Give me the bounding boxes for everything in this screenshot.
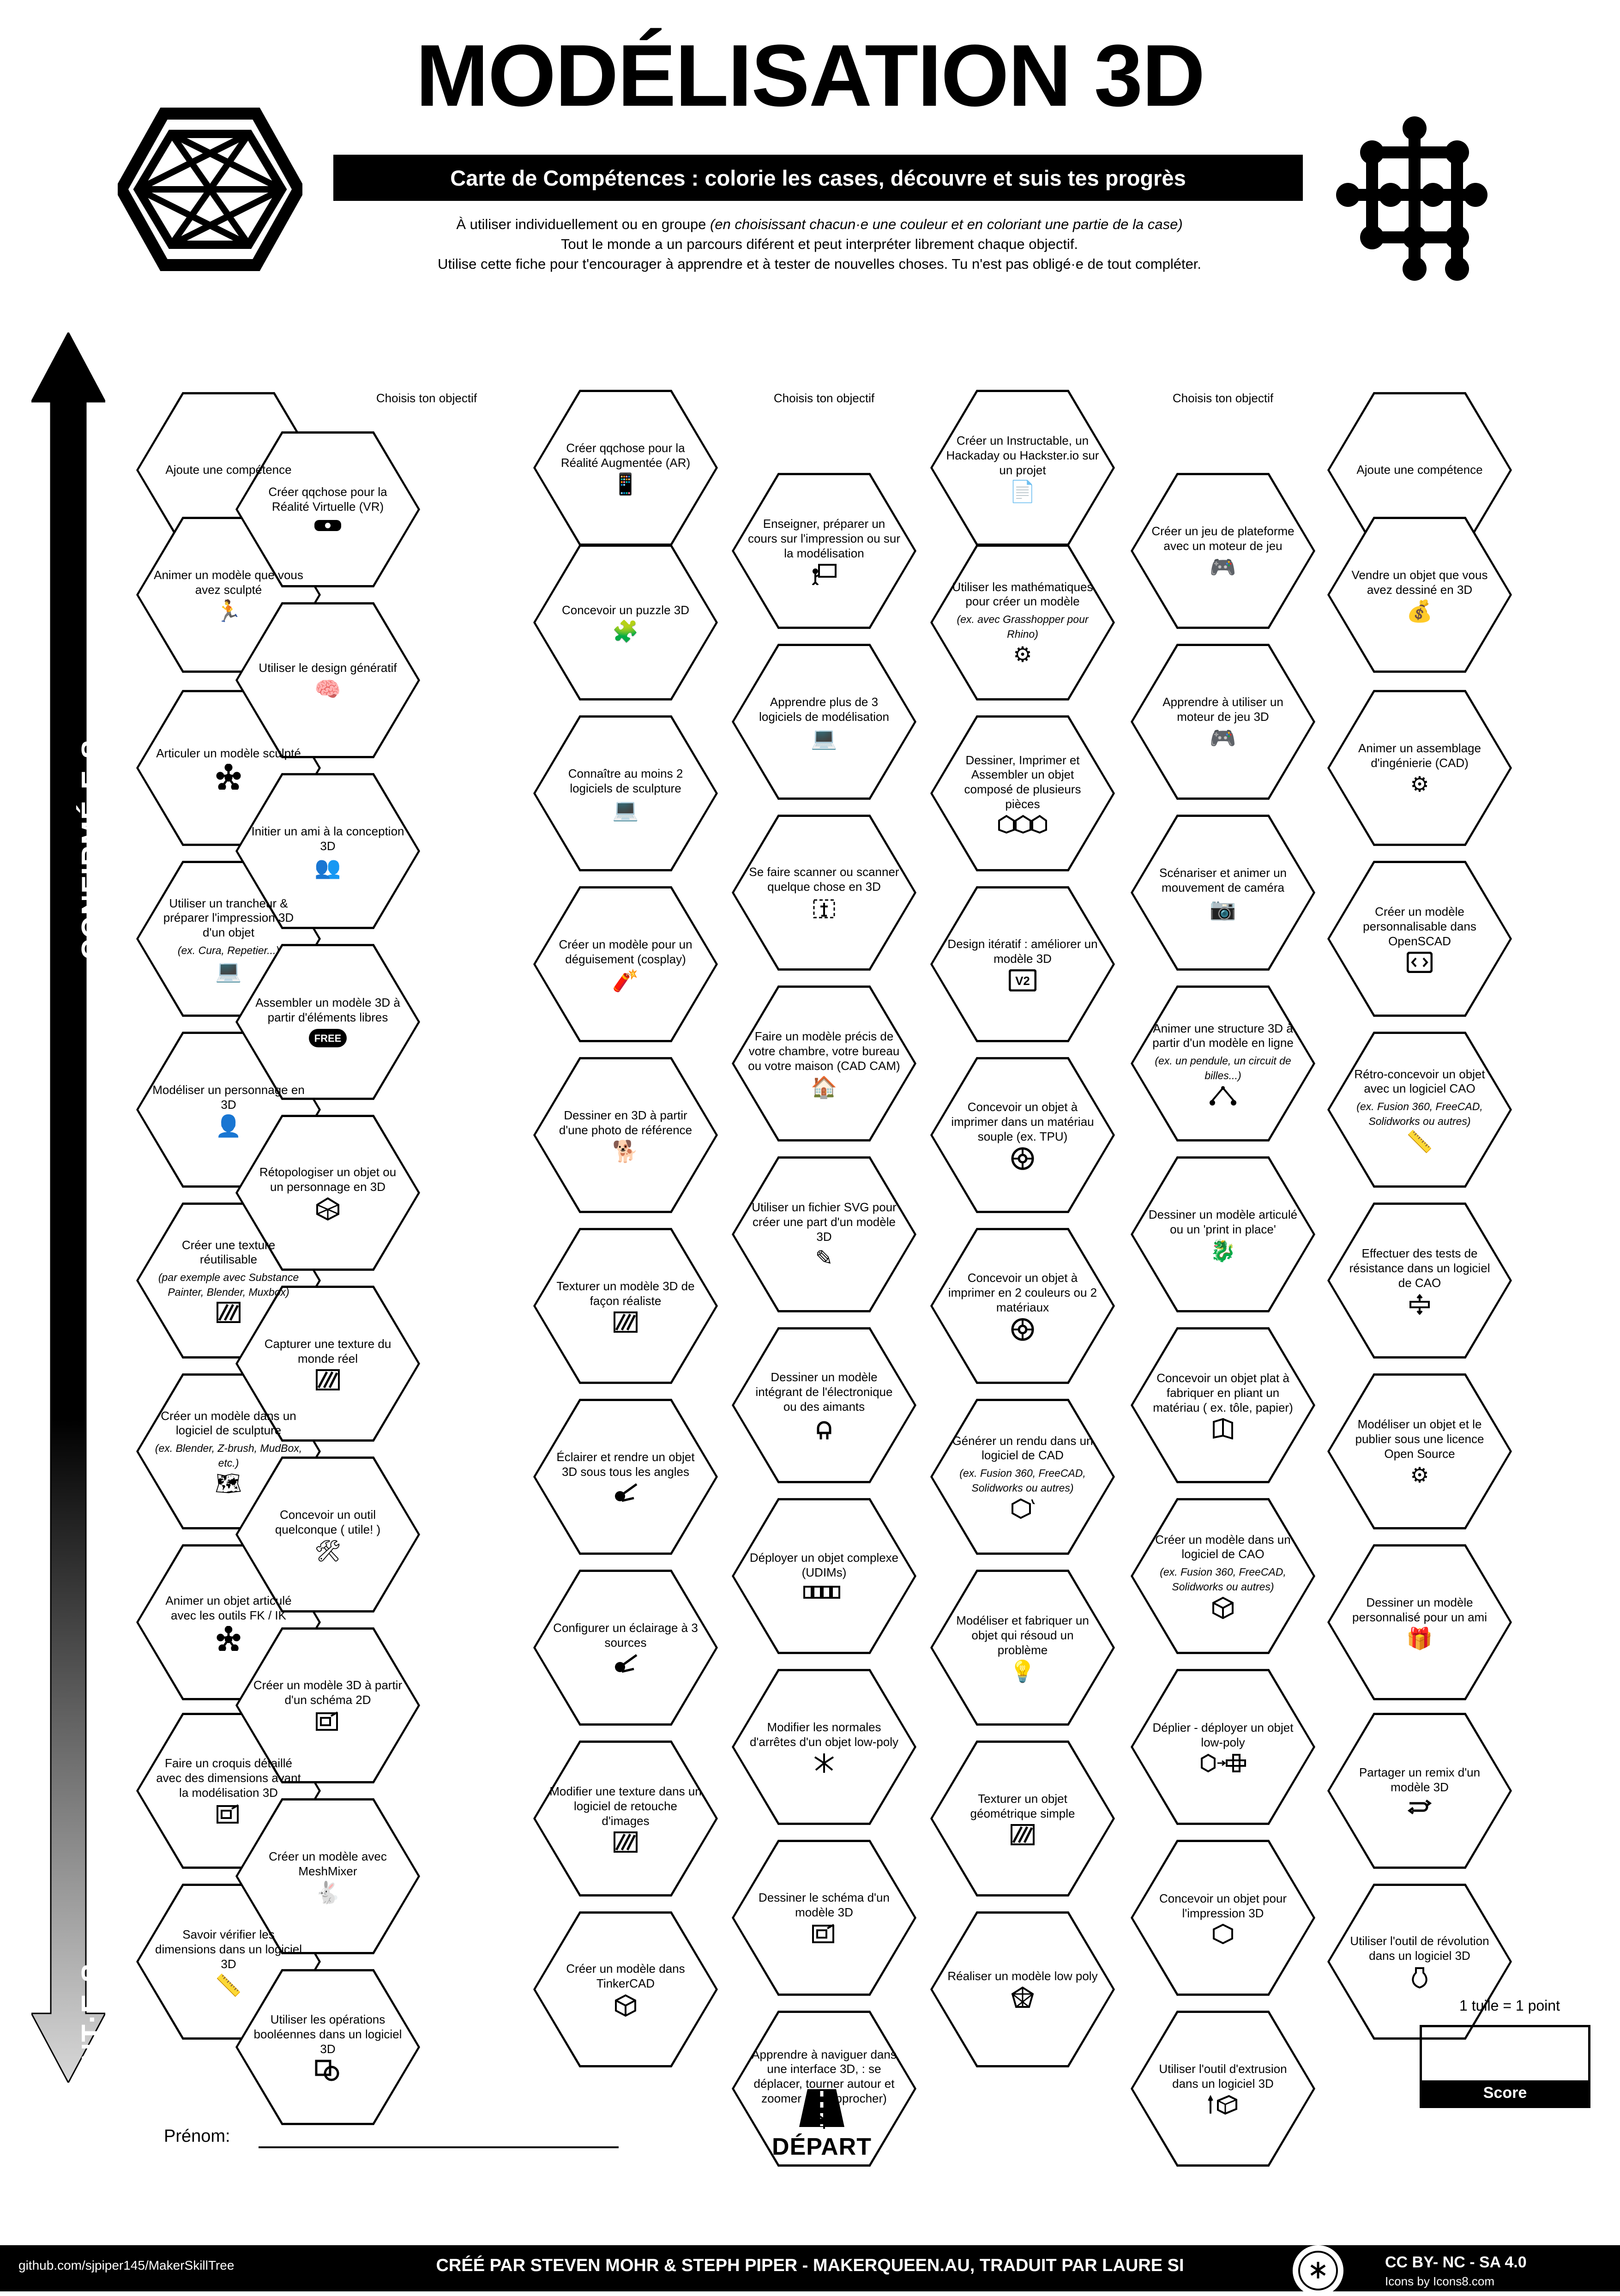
skill-tile[interactable] bbox=[1131, 471, 1315, 631]
axis-navigation-icon bbox=[812, 2109, 836, 2130]
gears-icon: ⚙ bbox=[1410, 772, 1429, 796]
skill-tile[interactable] bbox=[235, 600, 420, 760]
normals-icon bbox=[812, 1752, 836, 1774]
skill-label: Animer un modèle que vous avez sculpté bbox=[154, 568, 303, 597]
skill-label: Rétopologiser un objet ou un personnage en 3D bbox=[259, 1165, 397, 1194]
skill-tile[interactable] bbox=[930, 1739, 1115, 1898]
skill-tile[interactable] bbox=[1327, 1711, 1512, 1871]
skill-label: Concevoir un puzzle 3D bbox=[561, 603, 690, 617]
skill-tile[interactable] bbox=[1131, 1154, 1315, 1314]
skill-label: Éclairer et rendre un objet 3D sous tous les angles bbox=[556, 1450, 695, 1479]
skill-label: Partager un remix d'un modèle 3D bbox=[1359, 1765, 1481, 1794]
pendulum-icon bbox=[1209, 1085, 1237, 1106]
boolean-shapes-icon bbox=[315, 2060, 341, 2082]
skill-tile[interactable] bbox=[1327, 1030, 1512, 1190]
score-label: Score bbox=[1422, 2080, 1588, 2106]
skill-note: (ex. Fusion 360, FreeCAD, Solidworks ou autres) bbox=[1356, 1100, 1483, 1127]
skill-label: Dessiner un modèle personnalisé pour un ami bbox=[1352, 1595, 1487, 1624]
skill-tile[interactable] bbox=[930, 388, 1115, 548]
unfold-icon bbox=[1200, 1753, 1246, 1773]
footer-license: CC BY- NC - SA 4.0 bbox=[1385, 2254, 1527, 2271]
skill-tile[interactable] bbox=[1327, 1882, 1512, 2042]
camera-icon: 📷 bbox=[1210, 896, 1236, 921]
skill-tile[interactable] bbox=[533, 1226, 718, 1386]
skill-label: Dessiner le schéma d'un modèle 3D bbox=[759, 1891, 890, 1919]
skill-label: Apprendre à naviguer dans une interface 3D, : se déplacer, tourner autour et zoomer (se rapprocher) bbox=[752, 2047, 897, 2105]
stress-test-icon bbox=[1407, 1293, 1433, 1315]
skill-tile[interactable] bbox=[1131, 813, 1315, 973]
intro-line-3: Utilise cette fiche pour t'encourager à apprendre et à tester de nouvelles choses. Tu n'est pas obligé·e de tout compléter. bbox=[437, 255, 1202, 272]
skill-tile[interactable] bbox=[930, 1226, 1115, 1386]
skill-tile[interactable] bbox=[732, 642, 916, 802]
skill-label: Faire un croquis détaillé avec des dimensions avant la modélisation 3D bbox=[156, 1756, 301, 1800]
skill-label: Animer une structure 3D à partir d'un modèle en ligne bbox=[1152, 1021, 1294, 1050]
skill-label: Design itératif : améliorer un modèle 3D bbox=[947, 937, 1098, 966]
teaching-icon: 👥 bbox=[314, 855, 341, 879]
house-icon: 🏠 bbox=[811, 1075, 837, 1099]
column-header-2 bbox=[732, 319, 916, 478]
gift-icon: 🎁 bbox=[1406, 1626, 1433, 1650]
skill-tile[interactable] bbox=[732, 1154, 916, 1314]
ruler-icon: 📏 bbox=[215, 1973, 242, 1997]
skill-tile[interactable] bbox=[1327, 515, 1512, 675]
skill-tile[interactable] bbox=[1131, 1325, 1315, 1485]
intro-line-1b: (en choisissant chacun·e une couleur et en coloriant une partie de la case) bbox=[710, 216, 1183, 232]
polygon-sphere-icon bbox=[315, 1197, 340, 1221]
skill-label: Dessiner en 3D à partir d'une photo de référence bbox=[559, 1108, 693, 1137]
skill-tile[interactable] bbox=[732, 1325, 916, 1485]
cube-icon bbox=[1212, 1596, 1234, 1619]
brain-gears-icon: 🧠 bbox=[314, 677, 341, 701]
add-skill-label: Ajoute une compétence bbox=[165, 463, 292, 477]
skill-tile[interactable] bbox=[1327, 1372, 1512, 1531]
page-title: MODÉLISATION 3D bbox=[416, 27, 1204, 125]
skill-label: Concevoir un objet à imprimer dans un matériau souple (ex. TPU) bbox=[951, 1100, 1094, 1143]
skill-label: Déployer un objet complexe (UDIMs) bbox=[749, 1551, 899, 1579]
skill-label: Utiliser le design génératif bbox=[259, 661, 397, 675]
render-cube-icon bbox=[1011, 1498, 1035, 1520]
skill-label: Apprendre plus de 3 logiciels de modélisation bbox=[759, 695, 889, 724]
axis-label-bottom: DÉBUTANT·E·S bbox=[76, 1963, 108, 2187]
skill-label: Apprendre à utiliser un moteur de jeu 3D bbox=[1162, 695, 1283, 724]
character-head-icon: 👤 bbox=[215, 1113, 242, 1138]
skill-tile[interactable] bbox=[1327, 688, 1512, 848]
texture-swatch-icon bbox=[614, 1311, 638, 1333]
skill-label: Générer un rendu dans un logiciel de CAD bbox=[952, 1433, 1093, 1462]
skill-label: Rétro-concevoir un objet avec un logiciel CAO bbox=[1354, 1067, 1485, 1096]
skill-label: Réaliser un modèle low poly bbox=[947, 1969, 1098, 1983]
rigged-figure-icon bbox=[215, 1626, 242, 1651]
folding-icon bbox=[1211, 1418, 1235, 1439]
texture-swatch-icon bbox=[316, 1369, 340, 1390]
skill-label: Créer un modèle dans TinkerCAD bbox=[566, 1962, 685, 1990]
led-icon bbox=[813, 1417, 835, 1440]
code-icon bbox=[1407, 952, 1433, 973]
intro-line-1a: À utiliser individuellement ou en groupe bbox=[456, 216, 711, 232]
laptop-sculpt-icon: 💻 bbox=[612, 797, 639, 822]
udim-grid-icon bbox=[803, 1583, 845, 1601]
skill-label: Modifier une texture dans un logiciel de retouche d'images bbox=[549, 1784, 702, 1828]
skill-note: (ex. avec Grasshopper pour Rhino) bbox=[957, 613, 1089, 640]
depart-label: DÉPART bbox=[772, 2133, 872, 2160]
skill-label: Modéliser un personnage en 3D bbox=[152, 1083, 305, 1112]
skill-label: Scénariser et animer un mouvement de caméra bbox=[1159, 866, 1287, 894]
skill-tile[interactable] bbox=[1131, 2009, 1315, 2169]
tile-point-note: 1 tuile = 1 point bbox=[1459, 1997, 1560, 2014]
skill-tile[interactable] bbox=[533, 1568, 718, 1728]
skill-label: Vendre un objet que vous avez dessiné en 3D bbox=[1351, 568, 1488, 597]
document-icon: 📄 bbox=[1009, 479, 1036, 503]
cosplay-mask-icon: 🧨 bbox=[612, 968, 639, 992]
puzzle-icon: 🧩 bbox=[612, 619, 639, 643]
skill-tile[interactable] bbox=[930, 1055, 1115, 1215]
skill-label: Assembler un modèle 3D à partir d'éléments libres bbox=[255, 996, 400, 1024]
printed-object-icon bbox=[1212, 1924, 1234, 1944]
remix-icon bbox=[1407, 1798, 1433, 1816]
skill-tile[interactable] bbox=[930, 1568, 1115, 1728]
skill-tile[interactable] bbox=[533, 1909, 718, 2069]
vr-headset-icon bbox=[313, 517, 342, 534]
rigged-figure-icon bbox=[215, 764, 242, 790]
skill-label: Créer un modèle dans un logiciel de sculpture bbox=[161, 1408, 296, 1438]
footer-github-link[interactable]: github.com/sjpiper145/MakerSkillTree bbox=[18, 2258, 235, 2272]
presentation-icon bbox=[812, 564, 837, 585]
skill-label: Concevoir un objet plat à fabriquer en pliant un matériau ( ex. tôle, papier) bbox=[1153, 1371, 1293, 1414]
skill-label: Initier un ami à la conception 3D bbox=[251, 824, 404, 853]
blueprint-icon bbox=[812, 1923, 837, 1945]
revolve-vase-icon bbox=[1409, 1966, 1430, 1989]
skill-label: Texturer un objet géométrique simple bbox=[970, 1792, 1075, 1820]
walking-person-icon: 🏃 bbox=[215, 598, 242, 623]
skill-label: Modéliser et fabriquer un objet qui résoud un problème bbox=[956, 1613, 1089, 1657]
filament-spool-icon bbox=[1011, 1147, 1034, 1170]
skill-tile[interactable] bbox=[1131, 642, 1315, 802]
intro-line-2: Tout le monde a un parcours diférent et peut interpréter librement chaque objectif. bbox=[560, 236, 1078, 252]
prenom-input[interactable] bbox=[259, 2146, 619, 2148]
skill-label: Créer un Instructable, un Hackaday ou Hackster.io sur un projet bbox=[946, 434, 1099, 477]
skill-label: Créer un modèle personnalisable dans OpenSCAD bbox=[1363, 905, 1476, 948]
skill-tile[interactable] bbox=[533, 884, 718, 1044]
column-header-label: Choisis ton objectif bbox=[1172, 391, 1274, 405]
skill-label: Créer qqchose pour la Réalité Virtuelle (VR) bbox=[268, 485, 387, 514]
skill-note: (ex. Blender, Z-brush, MudBox, etc.) bbox=[155, 1442, 302, 1469]
skill-tile[interactable] bbox=[930, 1397, 1115, 1557]
dog-photo-icon: 🐕 bbox=[612, 1139, 639, 1163]
skill-tile[interactable] bbox=[1327, 1542, 1512, 1702]
skill-tile[interactable] bbox=[732, 1496, 916, 1656]
skill-tile[interactable] bbox=[1131, 1838, 1315, 1998]
extrude-icon bbox=[1207, 2094, 1239, 2115]
skill-tile[interactable] bbox=[930, 713, 1115, 873]
blueprint-icon bbox=[315, 1710, 340, 1733]
sketch-plan-icon bbox=[216, 1803, 241, 1825]
skill-tile[interactable] bbox=[732, 1667, 916, 1827]
bunny-mesh-icon: 🐇 bbox=[314, 1880, 341, 1904]
skill-label: Savoir vérifier les dimensions dans un logiciel 3D bbox=[155, 1927, 302, 1971]
skill-note: (ex. Cura, Repetier...) bbox=[177, 944, 280, 956]
ar-phone-icon: 📱 bbox=[612, 471, 639, 496]
skill-label: Articuler un modèle sculpté bbox=[156, 746, 301, 761]
skill-note: (ex. Fusion 360, FreeCAD, Solidworks ou autres) bbox=[1160, 1566, 1286, 1593]
prenom-label: Prénom: bbox=[164, 2127, 230, 2146]
laptop-gear-icon: 💻 bbox=[811, 725, 837, 750]
skill-label: Créer qqchose pour la Réalité Augmentée (AR) bbox=[560, 441, 691, 470]
laptop-gear-icon: 💻 bbox=[215, 959, 242, 983]
skill-label: Animer un objet articulé avec les outils FK / IK bbox=[165, 1594, 292, 1622]
texture-swatch-icon bbox=[1011, 1824, 1035, 1845]
skill-note: (ex. un pendule, un circuit de billes...) bbox=[1155, 1055, 1291, 1082]
footer-credit: CRÉÉ PAR STEVEN MOHR & STEPH PIPER - MAKERQUEEN.AU, TRADUIT PAR LAURE SI bbox=[436, 2256, 1184, 2275]
skill-label: Concevoir un objet à imprimer en 2 couleurs ou 2 matériaux bbox=[948, 1271, 1097, 1314]
score-box[interactable] bbox=[1420, 2025, 1590, 2108]
skill-tile[interactable] bbox=[533, 1397, 718, 1557]
skill-label: Modéliser un objet et le publier sous une licence Open Source bbox=[1355, 1417, 1484, 1461]
svg-text:FREE: FREE bbox=[314, 1032, 342, 1044]
svg-text:V2: V2 bbox=[1015, 973, 1030, 988]
skill-tile[interactable] bbox=[930, 1909, 1115, 2069]
skill-label: Utiliser un trancheur & préparer l'impression 3D d'un objet bbox=[163, 896, 294, 939]
skill-tile[interactable] bbox=[1327, 1201, 1512, 1360]
skill-label: Connaître au moins 2 logiciels de sculpture bbox=[568, 767, 683, 795]
skill-tile[interactable] bbox=[533, 543, 718, 702]
skill-tile[interactable] bbox=[1327, 859, 1512, 1019]
3d-scan-icon bbox=[811, 897, 837, 920]
add-skill-label: Ajoute une compétence bbox=[1356, 463, 1483, 477]
skill-label: Utiliser l'outil d'extrusion dans un logiciel 3D bbox=[1159, 2062, 1287, 2091]
column-header-label: Choisis ton objectif bbox=[773, 391, 875, 405]
gear-math-icon: ⚙ bbox=[1013, 642, 1032, 667]
skill-tile[interactable] bbox=[930, 543, 1115, 702]
skill-tile[interactable] bbox=[732, 984, 916, 1143]
lightbulb-icon: 💡 bbox=[1009, 1659, 1036, 1683]
skill-tile[interactable] bbox=[1131, 984, 1315, 1143]
skill-note: (ex. Fusion 360, FreeCAD, Solidworks ou autres) bbox=[959, 1467, 1086, 1494]
page-subtitle: Carte de Compétences : colorie les cases, découvre et suis tes progrès bbox=[333, 155, 1303, 201]
skill-label: Configurer un éclairage à 3 sources bbox=[553, 1621, 698, 1649]
skill-tile[interactable] bbox=[533, 1739, 718, 1898]
skill-label: Concevoir un outil quelconque ( utile! ) bbox=[275, 1508, 381, 1536]
gamepad-icon: 🎮 bbox=[1210, 725, 1236, 750]
skill-tile[interactable] bbox=[533, 1055, 718, 1215]
sculpting-icon: 🗺 bbox=[215, 1471, 242, 1496]
skill-label: Utiliser les mathématiques pour créer un modèle bbox=[952, 580, 1093, 609]
skill-label: Modifier les normales d'arrêtes d'un objet low-poly bbox=[749, 1720, 899, 1749]
skill-label: Créer un modèle 3D à partir d'un schéma 2D bbox=[253, 1678, 403, 1707]
filament-spool-icon bbox=[1011, 1318, 1034, 1341]
skill-label: Dessiner un modèle intégrant de l'électronique ou des aimants bbox=[755, 1370, 893, 1414]
skill-label: Animer un assemblage d'ingénierie (CAD) bbox=[1358, 741, 1481, 770]
money-bag-icon: 💰 bbox=[1406, 598, 1433, 623]
skill-tile[interactable] bbox=[732, 813, 916, 973]
column-header-3 bbox=[1131, 319, 1315, 478]
texture-swatch-icon bbox=[217, 1302, 241, 1323]
column-header-label: Choisis ton objectif bbox=[376, 391, 477, 405]
skill-label: Déplier - déployer un objet low-poly bbox=[1152, 1721, 1294, 1749]
tools-icon: 🛠 bbox=[314, 1538, 342, 1563]
studio-light-icon bbox=[613, 1482, 638, 1504]
calipers-icon: 📏 bbox=[1406, 1130, 1433, 1154]
skill-label: Capturer une texture du monde réel bbox=[264, 1337, 391, 1366]
boxes-icon bbox=[997, 814, 1048, 834]
skill-label: Créer une texture réutilisable bbox=[181, 1238, 276, 1267]
skill-label: Créer un jeu de plateforme avec un moteur de jeu bbox=[1151, 524, 1295, 553]
skill-note: (par exemple avec Substance Painter, Blender, Muxbox) bbox=[158, 1271, 299, 1298]
bezier-pen-icon: ✎ bbox=[815, 1245, 833, 1270]
articulated-dragon-icon: 🐉 bbox=[1210, 1238, 1236, 1263]
skill-label: Créer un modèle pour un déguisement (cosplay) bbox=[559, 937, 693, 966]
skill-label: Créer un modèle avec MeshMixer bbox=[269, 1849, 387, 1878]
skill-tile[interactable] bbox=[732, 471, 916, 631]
skill-tile[interactable] bbox=[1131, 1667, 1315, 1827]
cube-icon bbox=[614, 1994, 637, 2017]
skill-tile[interactable] bbox=[533, 713, 718, 873]
skill-label: Se faire scanner ou scanner quelque chose en 3D bbox=[749, 865, 899, 894]
studio-light-icon bbox=[613, 1653, 638, 1674]
skill-label: Dessiner, Imprimer et Assembler un objet composé de plusieurs pièces bbox=[964, 753, 1081, 811]
skill-label: Utiliser un fichier SVG pour créer une part d'un modèle 3D bbox=[752, 1200, 897, 1244]
skill-tile[interactable] bbox=[1131, 1496, 1315, 1656]
skill-tile[interactable] bbox=[732, 1838, 916, 1998]
skill-label: Enseigner, préparer un cours sur l'impression ou sur la modélisation bbox=[747, 517, 901, 560]
skill-label: Utiliser les opérations booléennes dans un logiciel 3D bbox=[253, 2012, 402, 2056]
skill-tile[interactable] bbox=[930, 884, 1115, 1044]
skill-label: Utiliser l'outil de révolution dans un logiciel 3D bbox=[1350, 1934, 1489, 1963]
lowpoly-icon bbox=[1011, 1987, 1035, 2010]
skill-label: Dessiner un modèle articulé ou un 'print in place' bbox=[1148, 1208, 1298, 1236]
v2-icon bbox=[1009, 969, 1036, 991]
skill-label: Concevoir un objet pour l'impression 3D bbox=[1159, 1891, 1287, 1920]
open-source-gear-icon: ⚙ bbox=[1410, 1462, 1429, 1487]
skill-tile[interactable] bbox=[533, 388, 718, 548]
footer-icons-credit: Icons by Icons8.com bbox=[1385, 2274, 1494, 2288]
free-badge-icon bbox=[308, 1028, 348, 1048]
gamepad-icon: 🎮 bbox=[1210, 555, 1236, 579]
axis-label-top: CONFIRMÉ·E·S bbox=[76, 739, 108, 960]
skill-tile[interactable] bbox=[235, 429, 420, 589]
texture-swatch-icon bbox=[614, 1831, 638, 1853]
skill-label: Créer un modèle dans un logiciel de CAO bbox=[1155, 1532, 1291, 1561]
skill-label: Effectuer des tests de résistance dans un logiciel de CAO bbox=[1349, 1246, 1490, 1290]
skill-label: Texturer un modèle 3D de façon réaliste bbox=[556, 1279, 695, 1308]
skill-label: Faire un modèle précis de votre chambre, votre bureau ou votre maison (CAD CAM) bbox=[748, 1029, 900, 1073]
